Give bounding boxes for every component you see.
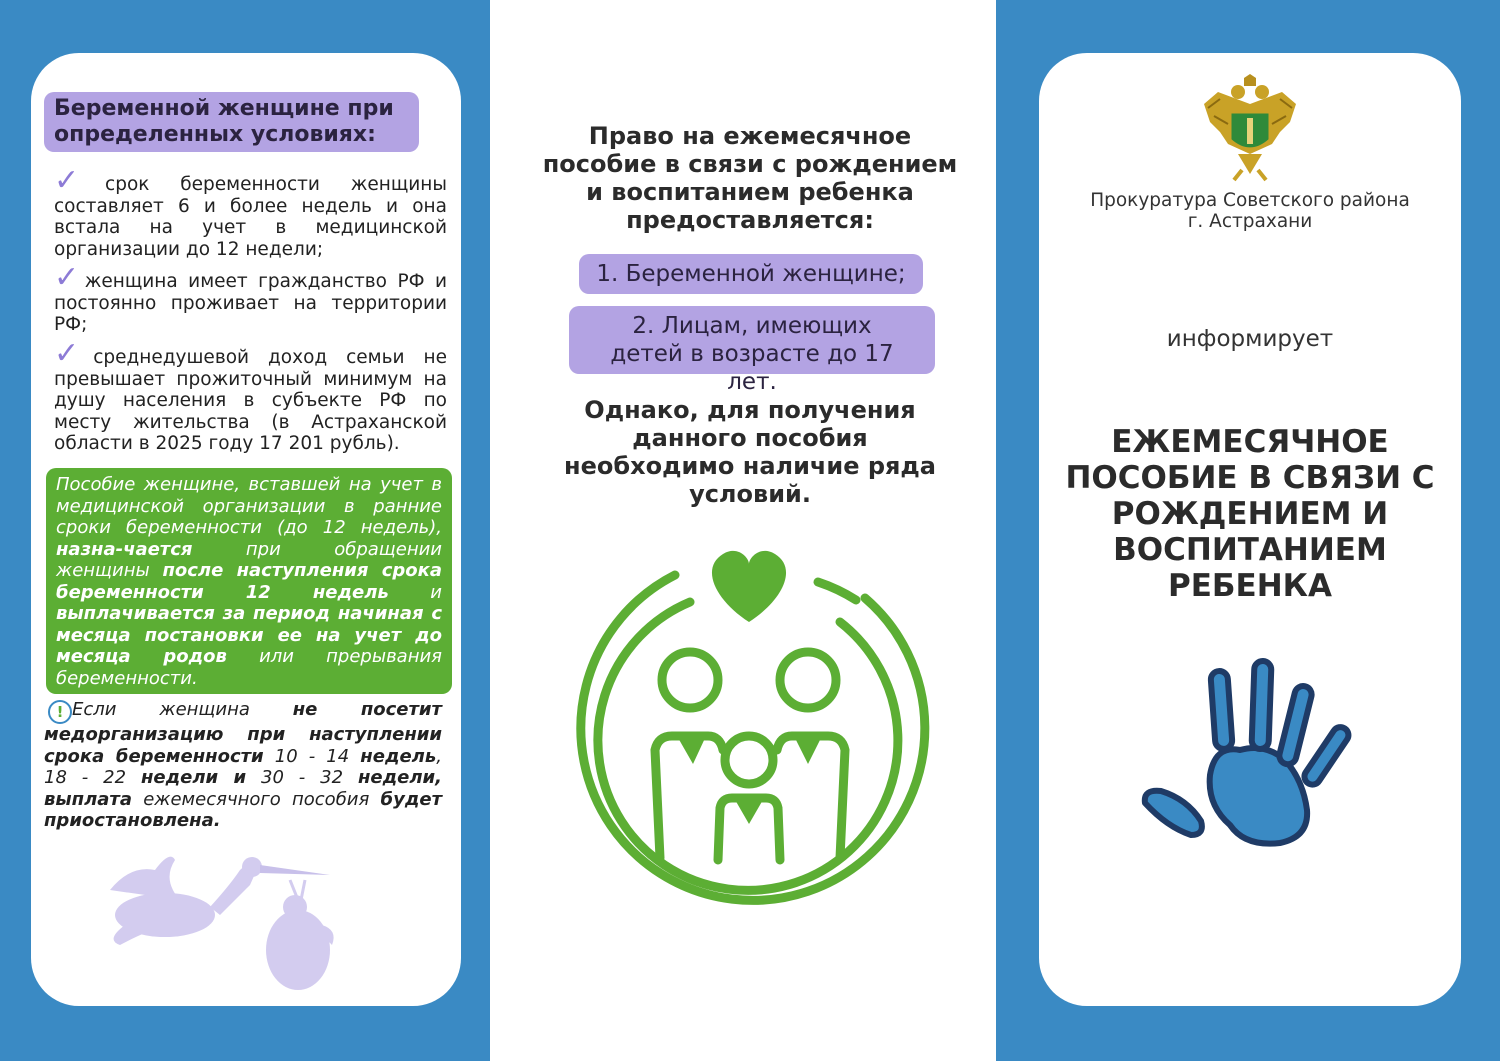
note-text: ежемесячного пособия	[132, 788, 381, 810]
office-line: г. Астрахани	[1187, 211, 1313, 232]
left-title: Беременной женщине при определенных условиях:	[44, 92, 419, 152]
hand-icon	[1135, 655, 1365, 855]
family-heart-icon	[560, 540, 940, 925]
condition-item	[54, 260, 447, 336]
warning-note	[44, 699, 442, 832]
green-text: и	[388, 581, 442, 603]
stork-icon	[100, 845, 340, 995]
condition-text: женщина имеет гражданство РФ и постоянно проживает на территории РФ;	[54, 271, 447, 335]
note-text: , 18 - 22	[44, 745, 442, 788]
brochure-title: ЕЖЕМЕСЯЧНОЕ ПОСОБИЕ В СВЯЗИ С РОЖДЕНИЕМ И ВОСПИТАНИЕМ РЕБЕНКА	[1065, 424, 1435, 604]
check-icon: ✓	[54, 260, 84, 295]
informs-label: информирует	[1166, 326, 1334, 352]
office-line: Прокуратура Советского района	[1090, 190, 1410, 211]
note-text: 10 - 14	[263, 745, 361, 767]
option-pill: 2. Лицам, имеющих детей в возрасте до 17 лет.	[569, 306, 935, 374]
condition-item	[54, 163, 447, 260]
green-text: Пособие женщине, вставшей на учет в медицинской организации в ранние сроки беременности (до 12 недель),	[56, 474, 442, 538]
note-text: 30 - 32	[246, 767, 358, 788]
note-text: Если женщина	[72, 699, 293, 720]
middle-text: Однако, для получения данного пособия необходимо наличие ряда условий.	[564, 396, 936, 508]
green-bold: после наступления срока беременности 12 недель	[56, 560, 442, 603]
emblem-icon	[1200, 74, 1300, 184]
office-name	[1060, 190, 1440, 232]
condition-item	[54, 336, 447, 455]
note-bold: не посетит медорганизацию при наступлении срока беременности	[44, 699, 442, 767]
info-icon: !	[48, 700, 72, 724]
note-bold: недель	[360, 745, 437, 767]
option-pill: 1. Беременной женщине;	[579, 254, 923, 294]
note-bold: недели, выплата	[44, 767, 442, 810]
check-icon: ✓	[54, 163, 105, 198]
condition-text: срок беременности женщины составляет 6 и более недель и она встала на учет в медицинской организации до 12 недели;	[54, 174, 447, 260]
condition-text: среднедушевой доход семьи не превышает прожиточный минимум на душу населения в субъекте РФ по месту жительства (в Астраханской области в 2025 году 17 201 рубль).	[54, 347, 447, 454]
middle-heading: Право на ежемесячное пособие в связи с рождением и воспитанием ребенка предоставляется:	[542, 122, 958, 234]
green-info-box	[46, 468, 452, 694]
green-bold: назна-чается	[56, 538, 193, 560]
note-bold: недели и	[140, 767, 247, 788]
green-bold: выплачивается за период начиная с месяца постановки ее на учет до месяца родов	[56, 603, 442, 667]
green-text: при обращении женщины	[56, 538, 442, 581]
check-icon: ✓	[54, 336, 93, 371]
note-bold: будет приостановлена.	[44, 788, 442, 831]
green-text: или прерывания беременности.	[56, 646, 442, 689]
